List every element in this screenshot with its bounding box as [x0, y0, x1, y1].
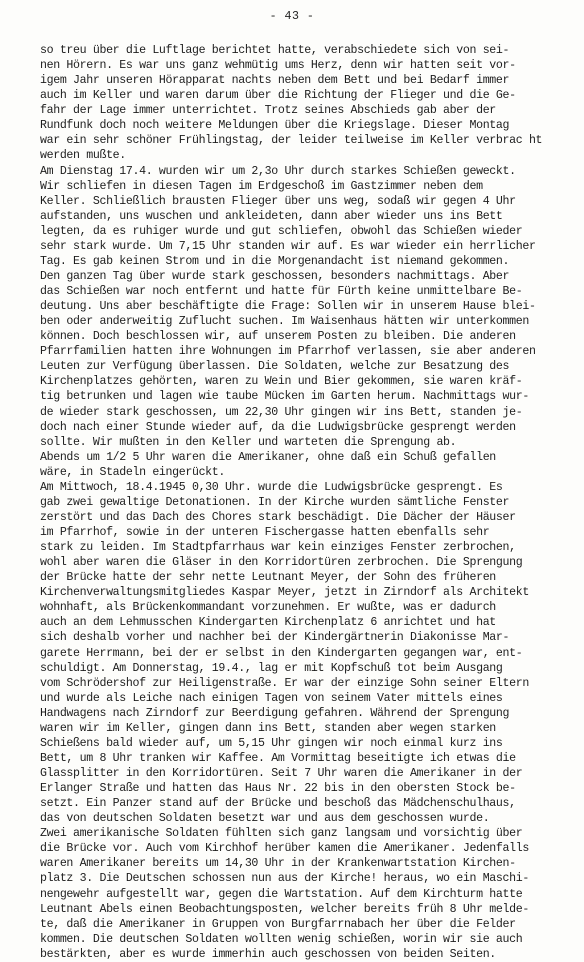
text-line: Leutnant Abels einen Beobachtungsposten, welcher bereits früh 8 Uhr melde- [40, 902, 529, 916]
text-line: war ein sehr schöner Frühlingstag, der leider teilweise im Keller verbrac ht [40, 134, 543, 148]
text-line: Pfarrfamilien hatten ihre Wohnungen im Pfarrhof verlassen, sie aber anderen [40, 345, 536, 359]
text-line: Keller. Schließlich brausten Flieger über uns weg, sodaß wir gegen 4 Uhr [40, 194, 516, 208]
text-line: Tag. Es gab keinen Strom und in die Morgenandacht ist niemand gekommen. [40, 254, 510, 268]
text-line: sollte. Wir mußten in den Keller und warteten die Sprengung ab. [40, 435, 457, 449]
typewritten-text-body [40, 43, 580, 962]
text-line: Abends um 1/2 5 Uhr waren die Amerikaner, ohne daß ein Schuß gefallen [40, 450, 496, 464]
text-line: wohl aber waren die Gläser in den Korridortüren zerbrochen. Die Sprengung [40, 556, 523, 570]
text-line: kommen. Die deutschen Soldaten wollten wenig schießen, worin wir sie auch [40, 932, 523, 946]
text-line: der Brücke hatte der sehr nette Leutnant Meyer, der Sohn des früheren [40, 571, 496, 585]
text-line: Bett, um 8 Uhr tranken wir Kaffee. Am Vormittag beseitigte ich etwas die [40, 751, 516, 765]
text-line: auch im Keller und waren darum über die Richtung der Flieger und die Ge- [40, 89, 516, 103]
text-line: so treu über die Luftlage berichtet hatte, verabschiedete sich von sei- [40, 44, 510, 57]
text-line: sehr stark wurde. Um 7,15 Uhr standen wir auf. Es war wieder ein herrlicher [40, 239, 536, 253]
text-line: Kirchenplatzes gehörten, waren zu Wein und Bier gekommen, sie waren kräf- [40, 375, 523, 389]
text-line: nengewehr aufgestellt war, gegen die Wartstation. Auf dem Kirchturm hatte [40, 887, 523, 901]
text-line: waren wir im Keller, gingen dann ins Bett, standen aber wegen starken [40, 721, 496, 735]
text-line: im Pfarrhof, sowie in der unteren Fischergasse hatten ebenfalls sehr [40, 526, 490, 539]
text-line: Schießens bald wieder auf, um 5,15 Uhr gingen wir noch einmal kurz ins [40, 736, 503, 750]
text-line: und wurde als Leiche nach einigen Tagen von seinem Vater mittels eines [40, 691, 503, 705]
text-line: legten, da es ruhiger wurde und gut schliefen, obwohl das Schießen wieder [40, 224, 523, 238]
text-line: bestärkten, aber es wurde immerhin auch geschossen von beiden Seiten. [40, 947, 496, 961]
text-line: Zwei amerikanische Soldaten fühlten sich ganz langsam und vorsichtig über [40, 827, 523, 841]
text-line: Am Dienstag 17.4. wurden wir um 2,3o Uhr durch starkes Schießen geweckt. [40, 164, 516, 178]
text-line: te, daß die Amerikaner in Gruppen von Burgfarrnabach her über die Felder [40, 917, 516, 931]
text-line: das von deutschen Soldaten besetzt war und aus dem geschossen wurde. [40, 812, 490, 826]
text-line: schuldigt. Am Donnerstag, 19.4., lag er mit Kopfschuß tot beim Ausgang [40, 661, 503, 675]
text-line: wäre, in Stadeln eingerückt. [40, 465, 226, 479]
text-line: das Schießen war noch entfernt und hatte für Fürth keine unmittelbare Be- [40, 285, 523, 298]
text-line: ben oder anderweitig Zuflucht suchen. Im Waisenhaus hätten wir unterkommen [40, 315, 529, 329]
text-line: fahr der Lage immer unterrichtet. Trotz seines Abschieds gab aber der [40, 104, 496, 118]
text-line: Handwagens nach Zirndorf zur Beerdigung gefahren. Während der Sprengung [40, 706, 510, 720]
text-line: igem Jahr unseren Hörapparat nachts neben dem Bett und bei Bedarf immer [40, 74, 510, 88]
text-line: waren Amerikaner bereits um 14,30 Uhr in der Krankenwartstation Kirchen- [40, 857, 516, 871]
text-line: aufstanden, uns wuschen und ankleideten, dann aber wieder uns ins Bett [40, 209, 503, 223]
text-line: doch nach einer Stunde wieder auf, da die Ludwigsbrücke gesprengt werden [40, 420, 516, 434]
text-line: werden mußte. [40, 149, 126, 163]
text-line: auch an dem Lehmusschen Kindergarten Kirchenplatz 6 anrichtet und hat [40, 616, 496, 630]
text-line: stark zu leiden. Im Stadtpfarrhaus war kein einziges Fenster zerbrochen, [40, 541, 516, 555]
text-line: Rundfunk doch noch weitere Meldungen über die Kriegslage. Dieser Montag [40, 119, 510, 133]
text-line: können. Doch beschlossen wir, auf unserem Posten zu bleiben. Die anderen [40, 330, 516, 344]
text-line: platz 3. Die Deutschen schossen nun aus der Kirche! heraus, wo ein Maschi- [40, 872, 529, 886]
text-line: vom Schrödershof zur Heiligenstraße. Er war der einzige Sohn seiner Eltern [40, 676, 529, 690]
text-line: Wir schliefen in diesen Tagen im Erdgeschoß im Gastzimmer neben dem [40, 179, 483, 193]
text-line: garete Herrmann, bei der er selbst in den Kindergarten gegangen war, ent- [40, 646, 523, 660]
text-line: wohnhaft, als Brückenkommandant vorzunehmen. Er wußte, was er dadurch [40, 601, 496, 615]
text-line: Glassplitter in den Korridortüren. Seit 7 Uhr waren die Amerikaner in der [40, 767, 523, 780]
text-line: Am Mittwoch, 18.4.1945 0,30 Uhr. wurde die Ludwigsbrücke gesprengt. Es [40, 480, 503, 494]
text-line: zerstört und das Dach des Chores stark beschädigt. Die Dächer der Häuser [40, 510, 516, 524]
text-line: Den ganzen Tag über wurde stark geschossen, besonders nachmittags. Aber [40, 269, 510, 283]
text-line: de wieder stark geschossen, um 22,30 Uhr gingen wir ins Bett, standen je- [40, 405, 523, 419]
text-line: Leuten zur Verfügung überlassen. Die Soldaten, welche zur Besatzung des [40, 360, 510, 374]
text-line: gab zwei gewaltige Detonationen. In der Kirche wurden sämtliche Fenster [40, 495, 510, 509]
text-line: sich deshalb vorher und nachher bei der Kindergärtnerin Diakonisse Mar- [40, 631, 510, 645]
page-number: - 43 - [269, 10, 315, 23]
text-line: Erlanger Straße und hatten das Haus Nr. 22 bis in den obersten Stock be- [40, 782, 516, 796]
text-line: setzt. Ein Panzer stand auf der Brücke und beschoß das Mädchenschulhaus, [40, 797, 516, 811]
text-line: Kirchenverwaltungsmitgliedes Kaspar Meyer, jetzt in Zirndorf als Architekt [40, 586, 529, 600]
text-line: nen Hörern. Es war uns ganz wehmütig ums Herz, denn wir hatten seit vor- [40, 59, 516, 73]
text-line: deutung. Uns aber beschäftigte die Frage: Sollen wir in unserem Hause blei- [40, 300, 536, 314]
text-line: tig betrunken und lagen wie taube Mücken im Garten herum. Nachmittags wur- [40, 390, 529, 404]
text-line: die Brücke vor. Auch vom Kirchhof herüber kamen die Amerikaner. Jedenfalls [40, 842, 529, 856]
